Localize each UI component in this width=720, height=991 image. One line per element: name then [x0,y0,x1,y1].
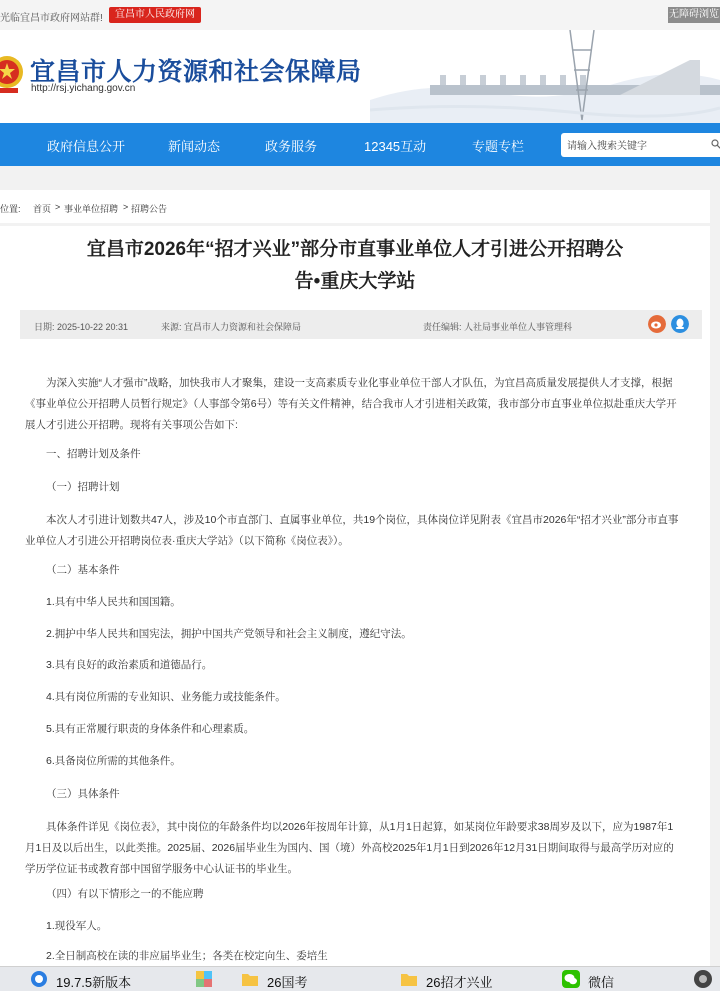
breadcrumb-announcement[interactable]: 招聘公告 [131,204,168,214]
breadcrumb-prefix: 位置: [0,204,21,214]
subsection-heading: （二）基本条件 [46,564,120,576]
list-item: 4.具有岗位所需的专业知识、业务能力或技能条件。 [46,691,286,703]
site-url: http://rsj.yichang.gov.cn [31,83,136,94]
nav-item-news[interactable]: 新闻动态 [168,139,221,154]
list-item: 5.具有正常履行职责的身体条件和心理素质。 [46,723,255,735]
list-item: 2.全日制高校在读的非应届毕业生；各类在校定向生、委培生 [46,950,328,962]
site-header [0,30,720,123]
top-utility-bar [0,0,720,30]
nav-item-gov-info[interactable]: 政府信息公开 [47,139,126,154]
article-title-line: 宜昌市2026年“招才兴业”部分市直事业单位人才引进公开招聘公 [86,239,624,260]
list-item: 6.具备岗位所需的其他条件。 [46,755,181,767]
article-source: 来源: 宜昌市人力资源和社会保障局 [161,322,302,332]
site-title[interactable]: 宜昌市人力资源和社会保障局 [30,58,362,86]
subsection-heading: （三）具体条件 [46,788,120,800]
paragraph: 为深入实施“人才强市”战略，加快我市人才聚集，建设一支高素质专业化事业单位干部人才队伍，为宜昌高质量发展提供人才支撑，根据《事业单位公开招聘人员暂行规定》（人事部令第6号）等有关文件精神，结合我市人才引进相关政策，我市部分市直事业单位拟赴重庆大学开展人才引进公开招聘。现将有关事项公告如下: [25,377,677,431]
taskbar-label: 26国考 [267,975,308,990]
search-input[interactable] [565,134,719,158]
subsection-heading: （一）招聘计划 [46,481,120,493]
taskbar-label: 微信 [588,975,615,990]
list-item: 3.具有良好的政治素质和道德品行。 [46,659,213,671]
breadcrumb-recruitment[interactable]: 事业单位招聘 [64,204,119,214]
list-item: 2.拥护中华人民共和国宪法，拥护中国共产党领导和社会主义制度，遵纪守法。 [46,628,412,640]
article-title [30,234,680,298]
taskbar-label: 19.7.5新版本 [56,975,132,990]
app-tray-icon[interactable] [693,969,713,989]
nav-item-services[interactable]: 政务服务 [265,139,318,154]
welcome-text: 光临宜昌市政府网站群! [0,13,103,24]
nav-item-topics[interactable]: 专题专栏 [472,139,525,154]
taskbar-label: 26招才兴业 [426,975,493,990]
section-heading: 一、招聘计划及条件 [46,448,141,460]
breadcrumb-separator: > [55,202,61,212]
nav-item-12345[interactable]: 12345互动 [364,139,427,154]
breadcrumb [0,190,710,223]
folder-icon [241,970,259,988]
wechat-icon [562,970,580,988]
national-emblem-icon [0,52,24,96]
list-item: 1.现役军人。 [46,920,108,932]
app-icon [195,970,213,988]
subsection-heading: （四）有以下情形之一的不能应聘 [46,888,204,900]
dam-skyline-image [370,30,720,123]
search-box [561,133,720,157]
article-date: 日期: 2025-10-22 20:31 [34,322,129,332]
search-icon[interactable] [711,139,720,149]
article-editor: 责任编辑: 人社局事业单位人事管理科 [423,322,573,332]
weibo-share-icon[interactable] [648,315,666,333]
accessibility-button[interactable]: 无障碍浏览 [668,7,720,23]
breadcrumb-home[interactable]: 首页 [33,204,52,214]
qq-share-icon[interactable] [671,315,689,333]
paragraph: 本次人才引进计划数共47人，涉及10个市直部门、直属事业单位，共19个岗位，具体岗位详见附表《宜昌市2026年“招才兴业”部分市直事业单位人才引进公开招聘岗位表·重庆大学站》（以下简称《岗位表》）。 [25,514,679,547]
article-meta [20,310,702,339]
gov-portal-link[interactable]: 宜昌市人民政府网 [109,7,201,23]
paragraph: 具体条件详见《岗位表》，其中岗位的年龄条件均以2026年按周年计算，从1月1日起算，如某岗位年龄要求38周岁及以下，应为1987年1月1日及以后出生，以此类推。2025届、2026届毕业生为国内、国（境）外高校2025年1月1日到2026年12月31日期间取得与最高学历对应的学历学位证书或教育部中国留学服务中心认证书的毕业生。 [25,821,674,875]
browser-icon [30,970,48,988]
folder-icon [400,970,418,988]
article-title-line: 告•重庆大学站 [294,271,416,292]
taskbar [0,966,720,991]
breadcrumb-separator: > [123,202,129,212]
list-item: 1.具有中华人民共和国国籍。 [46,596,181,608]
